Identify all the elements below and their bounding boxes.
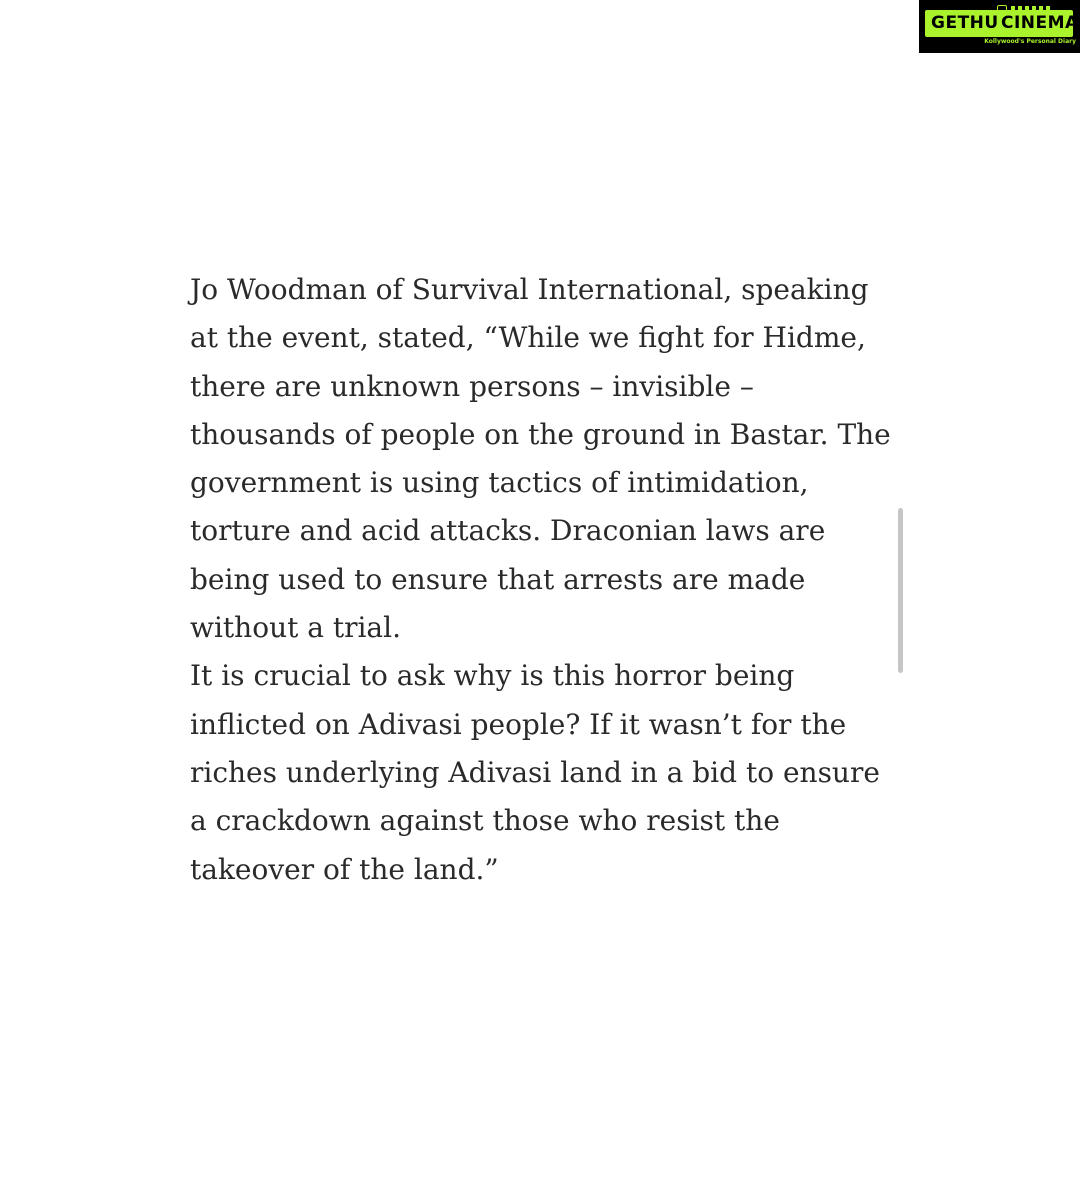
scrollbar-thumb[interactable] — [898, 508, 903, 673]
article-paragraph: Jo Woodman of Survival International, speaking at the event, stated, “While we fight for Hidme, there are unknown persons – invisible – thousands of people on the ground in Bastar. The government is using tactics of intimidation, torture and acid attacks. Draconian laws are being used to ensure that arrests are made without a trial. — [190, 273, 891, 645]
article-paragraph: It is crucial to ask why is this horror being inflicted on Adivasi people? If it wasn’t for the riches underlying Adivasi land in a bid to ensure a crackdown against those who resist the takeover of the land.” — [190, 659, 880, 886]
logo-wordmark — [925, 10, 1079, 37]
logo-tagline: Kollywood's Personal Diary — [984, 38, 1076, 45]
logo-name-part-a: GETHU — [931, 13, 999, 33]
article-body — [190, 266, 900, 894]
watermark-logo — [919, 0, 1080, 53]
logo-name-part-b: CINEMA — [1001, 13, 1079, 33]
